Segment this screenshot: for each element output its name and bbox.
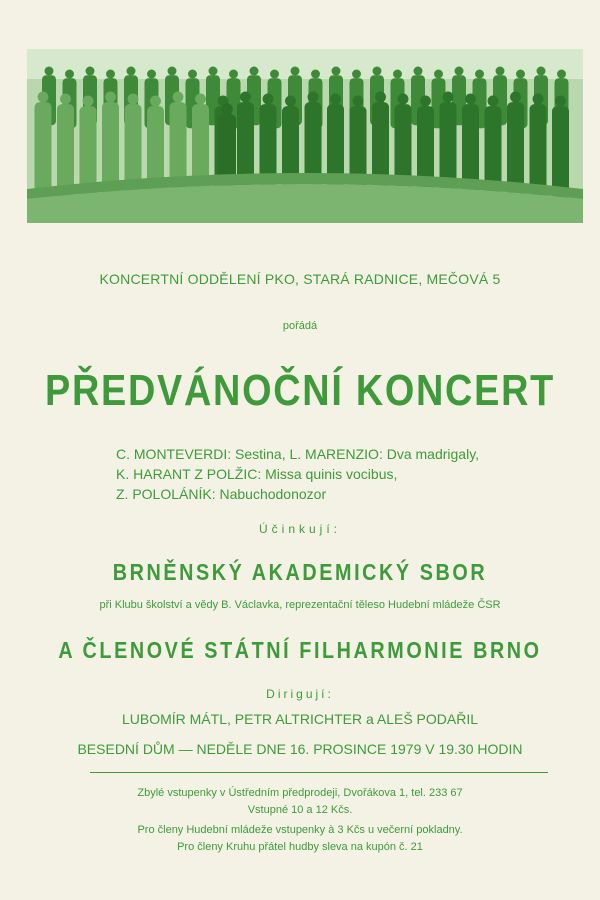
club-discount-line: Pro členy Kruhu přátel hudby sleva na kupón č. 21	[177, 841, 423, 853]
performers-label: Účinkují:	[258, 522, 341, 536]
concert-title: PŘEDVÁNOČNÍ KONCERT	[45, 366, 555, 415]
choir-photo-illustration	[27, 49, 583, 223]
presents-label: pořádá	[282, 320, 318, 332]
divider	[90, 772, 548, 773]
ticket-price-line: Vstupné 10 a 12 Kčs.	[247, 804, 353, 816]
choir-name: BRNĚNSKÝ AKADEMICKÝ SBOR	[112, 559, 488, 585]
conductors-label: Dirigují:	[266, 687, 334, 701]
venue-date: BESEDNÍ DŮM — NEDĚLE DNE 16. PROSINCE 1979 V 19.30 HODIN	[77, 741, 523, 757]
program-line: Z. POLOLÁNÍK: Nabuchodonozor	[116, 486, 327, 502]
choir-note: při Klubu školství a vědy B. Václavka, reprezentační těleso Hudební mládeže ČSR	[99, 599, 501, 611]
ticket-info-line: Zbylé vstupenky v Ústředním předprodeji, Dvořákova 1, tel. 233 67	[137, 787, 463, 799]
conductors-names: LUBOMÍR MÁTL, PETR ALTRICHTER a ALEŠ PODAŘIL	[121, 711, 479, 727]
organizer-line: KONCERTNÍ ODDĚLENÍ PKO, STARÁ RADNICE, MEČOVÁ 5	[99, 271, 501, 287]
choir-photo	[27, 49, 583, 223]
program-line: K. HARANT Z POLŽIC: Missa quinis vocibus,	[116, 466, 398, 482]
program-list	[116, 444, 479, 504]
ticket-discount-line: Pro členy Hudební mládeže vstupenky à 3 Kčs u večerní pokladny.	[137, 824, 463, 836]
program-line: C. MONTEVERDI: Sestina, L. MARENZIO: Dva madrigaly,	[116, 446, 480, 462]
orchestra-name: A ČLENOVÉ STÁTNÍ FILHARMONIE BRNO	[58, 637, 542, 663]
